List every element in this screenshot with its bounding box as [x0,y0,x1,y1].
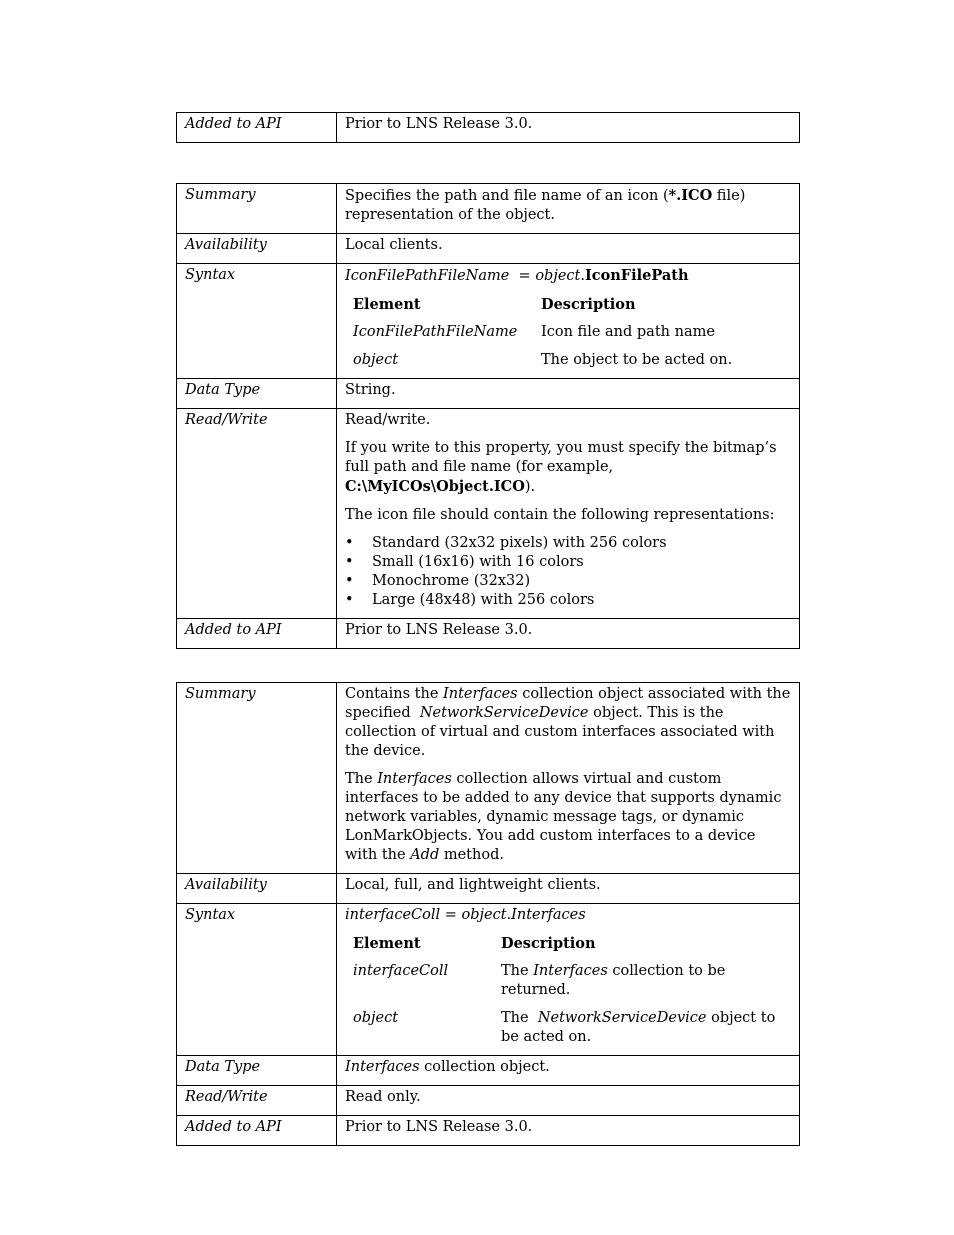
added-to-api-value: Prior to LNS Release 3.0. [337,1116,800,1146]
syntax-cell [337,264,800,379]
data-type-label: Data Type [177,379,337,409]
element-name: object [353,1010,399,1026]
added-to-api-value: Prior to LNS Release 3.0. [337,619,800,649]
bullet-icon: • [345,554,354,570]
read-write-row [177,1086,800,1116]
data-type-row [177,1056,800,1086]
syntax-element-table [345,934,791,1047]
summary-value: Specifies the path and file name of an icon (*.ICO file) representation of the object. [337,184,800,234]
list-item: • Monochrome (32x32) [345,573,531,589]
element-name: interfaceColl [353,963,449,979]
element-name: IconFilePathFileName [353,324,518,340]
syntax-label: Syntax [177,904,337,1056]
element-description: Icon file and path name [541,324,715,340]
bullet-icon: • [345,535,354,551]
description-header: Description [501,935,596,952]
read-write-label: Read/Write [177,409,337,619]
added-to-api-label: Added to API [177,1116,337,1146]
bullet-icon: • [345,592,354,608]
read-write-note: If you write to this property, you must specify the bitmap’s full path and file name (for example, C:\MyICOs\Object.ICO). [345,440,777,495]
syntax-element-table [345,295,791,370]
read-write-value: Read/write. [345,412,431,428]
read-write-value: Read only. [337,1086,800,1116]
element-name: object [353,352,399,368]
syntax-expression: interfaceColl = object.Interfaces [345,907,586,923]
read-write-cell [337,409,800,619]
added-to-api-label: Added to API [177,113,337,143]
icon-representations-list [345,534,791,610]
bullet-icon: • [345,573,354,589]
description-header: Description [541,296,636,313]
icon-representations-intro: The icon file should contain the following representations: [345,507,775,523]
data-type-label: Data Type [177,1056,337,1086]
added-to-api-row [177,113,800,143]
property-table-icon-file-path [176,183,800,649]
availability-row [177,874,800,904]
syntax-expression: IconFilePathFileName = object.IconFilePath [345,267,689,284]
added-to-api-row [177,1116,800,1146]
element-description: The Interfaces collection to be returned. [501,963,726,998]
element-header: Element [353,296,421,313]
data-type-row [177,379,800,409]
syntax-row [177,264,800,379]
property-table-1 [176,112,800,143]
list-item: • Standard (32x32 pixels) with 256 colors [345,535,667,551]
summary-label: Summary [177,184,337,234]
property-table-interfaces [176,682,800,1146]
summary-row [177,683,800,874]
summary-label: Summary [177,683,337,874]
summary-row [177,184,800,234]
availability-label: Availability [177,874,337,904]
syntax-row [177,904,800,1056]
availability-value: Local, full, and lightweight clients. [337,874,800,904]
added-to-api-label: Added to API [177,619,337,649]
availability-row [177,234,800,264]
list-item: • Small (16x16) with 16 colors [345,554,584,570]
element-description: The object to be acted on. [541,352,733,368]
syntax-label: Syntax [177,264,337,379]
added-to-api-value: Prior to LNS Release 3.0. [337,113,800,143]
summary-value [337,683,800,874]
syntax-cell [337,904,800,1056]
summary-paragraph: The Interfaces collection allows virtual and custom interfaces to be added to any device that supports dynamic network variables, dynamic message tags, or dynamic LonMarkObjects. You add custom interfaces to a device with the Add method. [345,771,782,863]
element-header: Element [353,935,421,952]
summary-paragraph: Contains the Interfaces collection object associated with the specified NetworkServiceDevice object. This is the collection of virtual and custom interfaces associated with the device. [345,686,795,759]
element-description: The NetworkServiceDevice object to be acted on. [501,1010,776,1045]
added-to-api-row [177,619,800,649]
list-item: • Large (48x48) with 256 colors [345,592,595,608]
availability-value: Local clients. [337,234,800,264]
availability-label: Availability [177,234,337,264]
data-type-value: Interfaces collection object. [337,1056,800,1086]
data-type-value: String. [337,379,800,409]
read-write-label: Read/Write [177,1086,337,1116]
read-write-row [177,409,800,619]
